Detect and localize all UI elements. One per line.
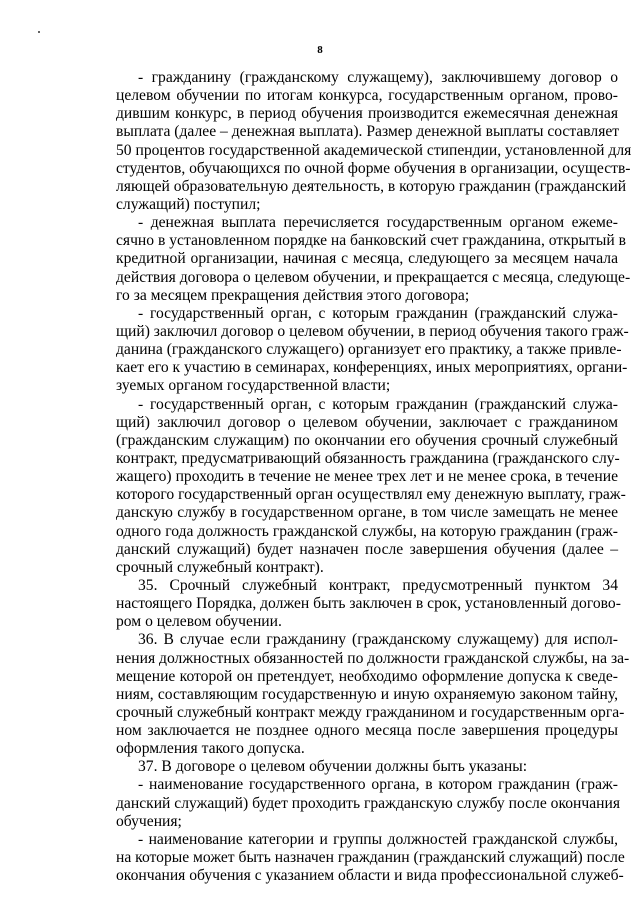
text-line: на которые может быть назначен гражданин (гражданский служащий) после bbox=[116, 849, 625, 867]
document-body bbox=[116, 69, 632, 885]
text-line: нения должностных обязанностей по должности гражданской службы, на за- bbox=[116, 649, 630, 667]
text-line: ном заключается не позднее одного месяца после завершения процедуры bbox=[116, 722, 618, 740]
text-line: ляющей образовательную деятельность, в которую гражданин (гражданский bbox=[116, 177, 627, 195]
text-line: сячно в установленном порядке на банковский счет гражданина, открытый в bbox=[116, 232, 626, 250]
text-line: кредитной организации, начиная с месяца, следующего за месяцем начала bbox=[116, 250, 618, 268]
text-line: (гражданским служащим) по окончании его обучения срочный служебный bbox=[116, 431, 618, 449]
text-line: - государственный орган, с которым гражданин (гражданский служа- bbox=[138, 304, 618, 322]
text-line: - наименование категории и группы должностей гражданской службы, bbox=[138, 830, 618, 848]
text-line: щий) заключил договор о целевом обучении, заключает с гражданином bbox=[116, 413, 618, 431]
text-line: - денежная выплата перечисляется государственным органом ежеме- bbox=[138, 214, 618, 232]
text-line: - наименование государственного органа, в котором гражданин (граж- bbox=[138, 776, 618, 794]
page-number: 8 bbox=[317, 44, 323, 56]
text-line: оформления такого допуска. bbox=[116, 740, 305, 758]
text-line: мещение которой он претендует, необходимо оформление допуска к сведе- bbox=[116, 667, 618, 685]
text-line: целевом обучении по итогам конкурса, государственным органом, прово- bbox=[116, 87, 618, 105]
text-line: жащего) проходить в течение не менее трех лет и не менее срока, в течение bbox=[116, 468, 618, 486]
text-line: ниям, составляющим государственную и иную охраняемую законом тайну, bbox=[116, 685, 618, 703]
scan-speck bbox=[38, 31, 40, 33]
text-line: данский служащий) будет назначен после завершения обучения (далее – bbox=[116, 540, 618, 558]
text-line: щий) заключил договор о целевом обучении, в период обучения такого граж- bbox=[116, 322, 629, 340]
text-line: данский служащий) будет проходить гражданскую службу после окончания bbox=[116, 794, 621, 812]
text-line: - государственный орган, с которым гражданин (гражданский служа- bbox=[138, 395, 618, 413]
text-line: ром о целевом обучении. bbox=[116, 613, 282, 631]
text-line: студентов, обучающихся по очной форме обучения в организации, осуществ- bbox=[116, 159, 631, 177]
text-line: служащий) поступил; bbox=[116, 195, 261, 213]
text-line: - гражданину (гражданскому служащему), заключившему договор о bbox=[138, 69, 618, 86]
text-line: которого государственный орган осуществлял ему денежную выплату, граж- bbox=[116, 486, 626, 504]
text-line: контракт, предусматривающий обязанность гражданина (гражданского слу- bbox=[116, 449, 620, 467]
text-line: зуемых органом государственной власти; bbox=[116, 377, 391, 395]
text-line: данина (гражданского служащего) организует его практику, а также привле- bbox=[116, 341, 622, 359]
text-line: действия договора о целевом обучении, и прекращается с месяца, следующе- bbox=[116, 268, 631, 286]
text-line: срочный служебный контракт между гражданином и государственным орга- bbox=[116, 703, 625, 721]
text-line: 36. В случае если гражданину (гражданскому служащему) для испол- bbox=[138, 631, 618, 649]
text-line: 35. Срочный служебный контракт, предусмотренный пунктом 34 bbox=[138, 576, 618, 594]
text-line: выплата (далее – денежная выплата). Размер денежной выплаты составляет bbox=[116, 123, 620, 141]
text-line: кает его к участию в семинарах, конференциях, иных мероприятиях, органи- bbox=[116, 359, 628, 377]
text-line: го за месяцем прекращения действия этого договора; bbox=[116, 286, 470, 304]
text-line: данскую службу в государственном органе, в том числе замещать не менее bbox=[116, 504, 618, 522]
text-line: 37. В договоре о целевом обучении должны быть указаны: bbox=[138, 758, 528, 776]
text-line: дившим конкурс, в период обучения производится ежемесячная денежная bbox=[116, 105, 618, 123]
text-line: одного года должность гражданской службы, на которую гражданин (граж- bbox=[116, 522, 618, 540]
text-line: срочный служебный контракт). bbox=[116, 558, 324, 576]
text-line: окончания обучения с указанием области и вида профессиональной служеб- bbox=[116, 867, 624, 885]
text-line: 50 процентов государственной академической стипендии, установленной для bbox=[116, 141, 632, 159]
text-line: настоящего Порядка, должен быть заключен в срок, установленный догово- bbox=[116, 595, 621, 613]
text-line: обучения; bbox=[116, 812, 182, 830]
